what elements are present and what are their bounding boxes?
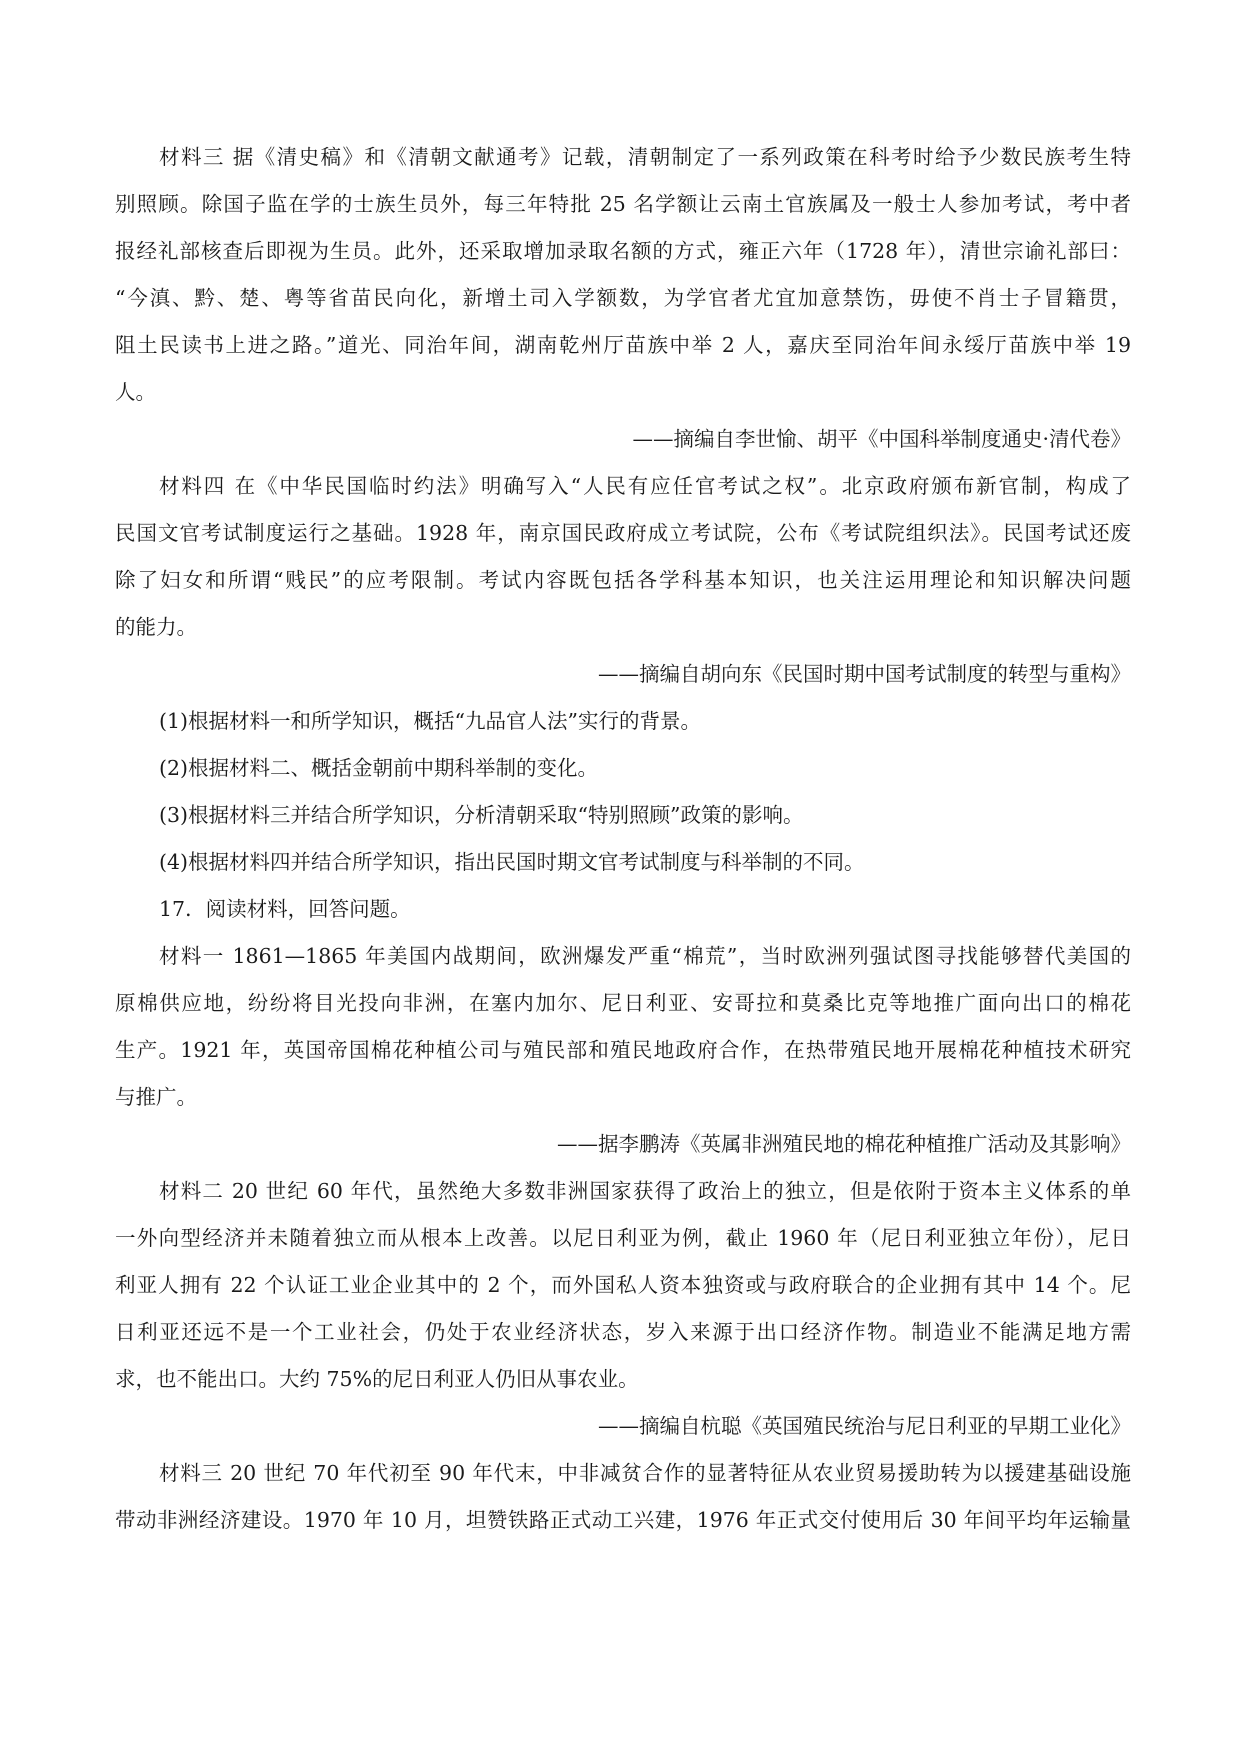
paragraph-line: 材料一 1861—1865 年美国内战期间，欧洲爆发严重“棉荒”，当时欧洲列强试图寻找能够替代美国的 — [159, 944, 1131, 968]
question-item: (2)根据材料二、概括金朝前中期科举制的变化。 — [159, 756, 599, 780]
paragraph-line: 带动非洲经济建设。1970 年 10 月，坦赞铁路正式动工兴建，1976 年正式交付使用后 30 年间平均年运输量 — [115, 1508, 1131, 1532]
paragraph-line: 与推广。 — [115, 1085, 197, 1109]
paragraph-line: “今滇、黔、楚、粤等省苗民向化，新增土司入学额数，为学官者尤宜加意禁饬，毋使不肖士子冒籍贯， — [115, 286, 1131, 310]
paragraph-line: 人。 — [115, 380, 156, 404]
source-citation: ——摘编自杭聪《英国殖民统治与尼日利亚的早期工业化》 — [598, 1414, 1131, 1438]
paragraph-line: 民国文官考试制度运行之基础。1928 年，南京国民政府成立考试院，公布《考试院组织法》。民国考试还废 — [115, 521, 1131, 545]
question-heading: 17．阅读材料，回答问题。 — [159, 897, 411, 921]
paragraph-line: 材料三 20 世纪 70 年代初至 90 年代末，中非减贫合作的显著特征从农业贸易援助转为以援建基础设施 — [159, 1461, 1131, 1485]
paragraph-line: 生产。1921 年，英国帝国棉花种植公司与殖民部和殖民地政府合作，在热带殖民地开展棉花种植技术研究 — [115, 1038, 1131, 1062]
paragraph-line: 阻土民读书上进之路。”道光、同治年间，湖南乾州厅苗族中举 2 人，嘉庆至同治年间永绥厅苗族中举 19 — [115, 333, 1131, 357]
paragraph-line: 报经礼部核查后即视为生员。此外，还采取增加录取名额的方式，雍正六年（1728 年），清世宗谕礼部曰： — [115, 239, 1131, 263]
paragraph-line: 一外向型经济并未随着独立而从根本上改善。以尼日利亚为例，截止 1960 年（尼日利亚独立年份），尼日 — [115, 1226, 1131, 1250]
paragraph-line: 材料四 在《中华民国临时约法》明确写入“人民有应任官考试之权”。北京政府颁布新官制，构成了 — [159, 474, 1131, 498]
source-citation: ——摘编自李世愉、胡平《中国科举制度通史·清代卷》 — [632, 427, 1131, 451]
question-item: (1)根据材料一和所学知识，概括“九品官人法”实行的背景。 — [159, 709, 701, 733]
question-item: (3)根据材料三并结合所学知识，分析清朝采取“特别照顾”政策的影响。 — [159, 803, 804, 827]
paragraph-line: 日利亚还远不是一个工业社会，仍处于农业经济状态，岁入来源于出口经济作物。制造业不能满足地方需 — [115, 1320, 1131, 1344]
paragraph-line: 求，也不能出口。大约 75%的尼日利亚人仍旧从事农业。 — [115, 1367, 639, 1391]
source-citation: ——摘编自胡向东《民国时期中国考试制度的转型与重构》 — [598, 662, 1131, 686]
paragraph-line: 原棉供应地，纷纷将目光投向非洲，在塞内加尔、尼日利亚、安哥拉和莫桑比克等地推广面向出口的棉花 — [115, 991, 1131, 1015]
paragraph-line: 的能力。 — [115, 615, 197, 639]
paragraph-line: 材料二 20 世纪 60 年代，虽然绝大多数非洲国家获得了政治上的独立，但是依附于资本主义体系的单 — [159, 1179, 1131, 1203]
paragraph-line: 除了妇女和所谓“贱民”的应考限制。考试内容既包括各学科基本知识，也关注运用理论和知识解决问题 — [115, 568, 1131, 592]
paragraph-line: 利亚人拥有 22 个认证工业企业其中的 2 个，而外国私人资本独资或与政府联合的企业拥有其中 14 个。尼 — [115, 1273, 1131, 1297]
source-citation: ——据李鹏涛《英属非洲殖民地的棉花种植推广活动及其影响》 — [557, 1132, 1131, 1156]
question-item: (4)根据材料四并结合所学知识，指出民国时期文官考试制度与科举制的不同。 — [159, 850, 865, 874]
paragraph-line: 别照顾。除国子监在学的士族生员外，每三年特批 25 名学额让云南土官族属及一般士人参加考试，考中者 — [115, 192, 1131, 216]
paragraph-line: 材料三 据《清史稿》和《清朝文献通考》记载，清朝制定了一系列政策在科考时给予少数民族考生特 — [159, 145, 1131, 169]
